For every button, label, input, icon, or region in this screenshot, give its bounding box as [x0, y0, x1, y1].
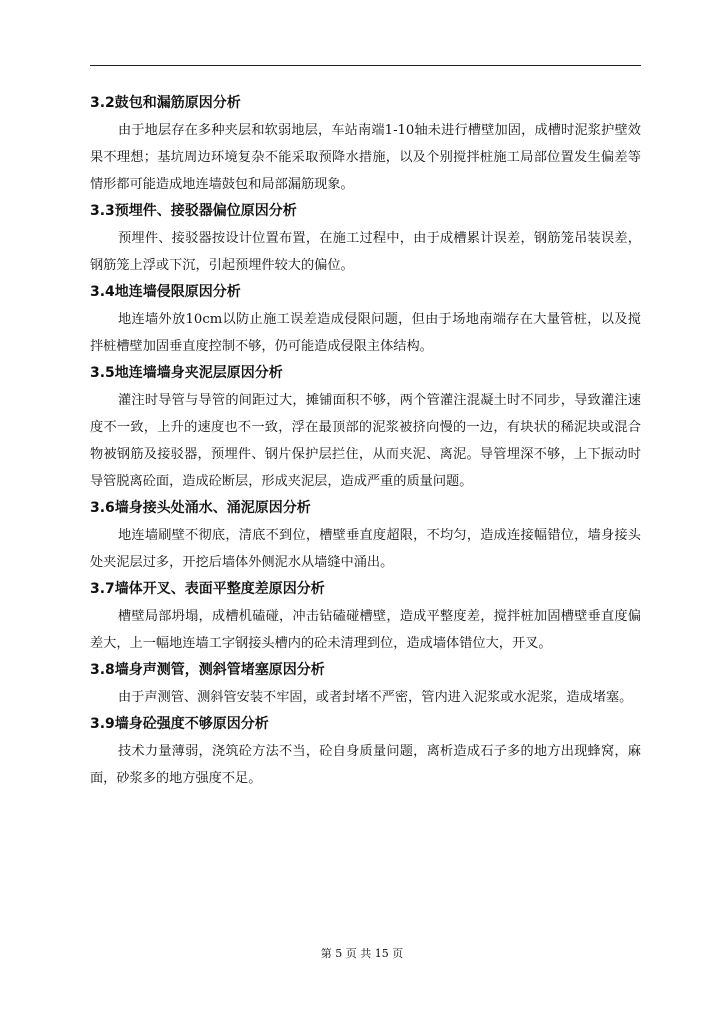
- section-paragraph: 预埋件、接驳器按设计位置布置，在施工过程中，由于成槽累计误差，钢筋笼吊装误差，钢筋笼上浮或下沉，引起预埋件较大的偏位。: [90, 231, 641, 273]
- section-paragraph: 槽壁局部坍塌，成槽机磕碰，冲击钻磕碰槽壁，造成平整度差，搅拌桩加固槽壁垂直度偏差大，上一幅地连墙工字钢接头槽内的砼未清理到位，造成墙体错位大，开叉。: [90, 609, 641, 651]
- section-heading: 3.7墙体开叉、表面平整度差原因分析: [90, 581, 325, 597]
- section-3-3: [90, 198, 641, 279]
- section-heading: 3.5地连墙墙身夹泥层原因分析: [90, 365, 283, 381]
- section-3-6: [90, 495, 641, 576]
- section-heading: 3.8墙身声测管，测斜管堵塞原因分析: [90, 662, 325, 678]
- page-number-footer: 第 5 页 共 15 页: [320, 947, 404, 960]
- section-paragraph: 地连墙外放10cm以防止施工误差造成侵限问题，但由于场地南端存在大量管桩，以及搅拌桩槽壁加固垂直度控制不够，仍可能造成侵限主体结构。: [90, 312, 641, 354]
- section-paragraph: 灌注时导管与导管的间距过大，摊铺面积不够，两个管灌注混凝土时不同步，导致灌注速度不一致，上升的速度也不一致，浮在最顶部的泥浆被挤向慢的一边，有块状的稀泥块或混合物被钢筋及接驳器，预埋件、钢片保护层拦住，从而夹泥、离泥。导管埋深不够，上下振动时导管脱离砼面，造成砼断层，形成夹泥层，造成严重的质量问题。: [90, 393, 641, 489]
- section-3-4: [90, 279, 641, 360]
- section-3-8: [90, 657, 641, 711]
- section-paragraph: 技术力量薄弱，浇筑砼方法不当，砼自身质量问题，离析造成石子多的地方出现蜂窝，麻面，砂浆多的地方强度不足。: [90, 744, 641, 786]
- document-body: [90, 90, 641, 792]
- section-3-9: [90, 711, 641, 792]
- section-heading: 3.4地连墙侵限原因分析: [90, 284, 241, 300]
- section-3-7: [90, 576, 641, 657]
- section-heading: 3.3预埋件、接驳器偏位原因分析: [90, 203, 297, 219]
- section-paragraph: 由于地层存在多种夹层和软弱地层，车站南端1-10轴未进行槽壁加固，成槽时泥浆护壁效果不理想；基坑周边环境复杂不能采取预降水措施，以及个别搅拌桩施工局部位置发生偏差等情形都可能造成地连墙鼓包和局部漏筋现象。: [90, 123, 641, 192]
- section-heading: 3.6墙身接头处涌水、涌泥原因分析: [90, 500, 311, 516]
- section-paragraph: 地连墙刷壁不彻底，清底不到位，槽壁垂直度超限，不均匀，造成连接幅错位，墙身接头处夹泥层过多，开挖后墙体外侧泥水从墙缝中涌出。: [90, 528, 641, 570]
- section-3-2: [90, 90, 641, 198]
- section-3-5: [90, 360, 641, 495]
- section-heading: 3.2鼓包和漏筋原因分析: [90, 95, 241, 111]
- section-paragraph: 由于声测管、测斜管安装不牢固，或者封堵不严密，管内进入泥浆或水泥浆，造成堵塞。: [118, 690, 633, 705]
- section-heading: 3.9墙身砼强度不够原因分析: [90, 716, 269, 732]
- header-rule: [90, 65, 641, 66]
